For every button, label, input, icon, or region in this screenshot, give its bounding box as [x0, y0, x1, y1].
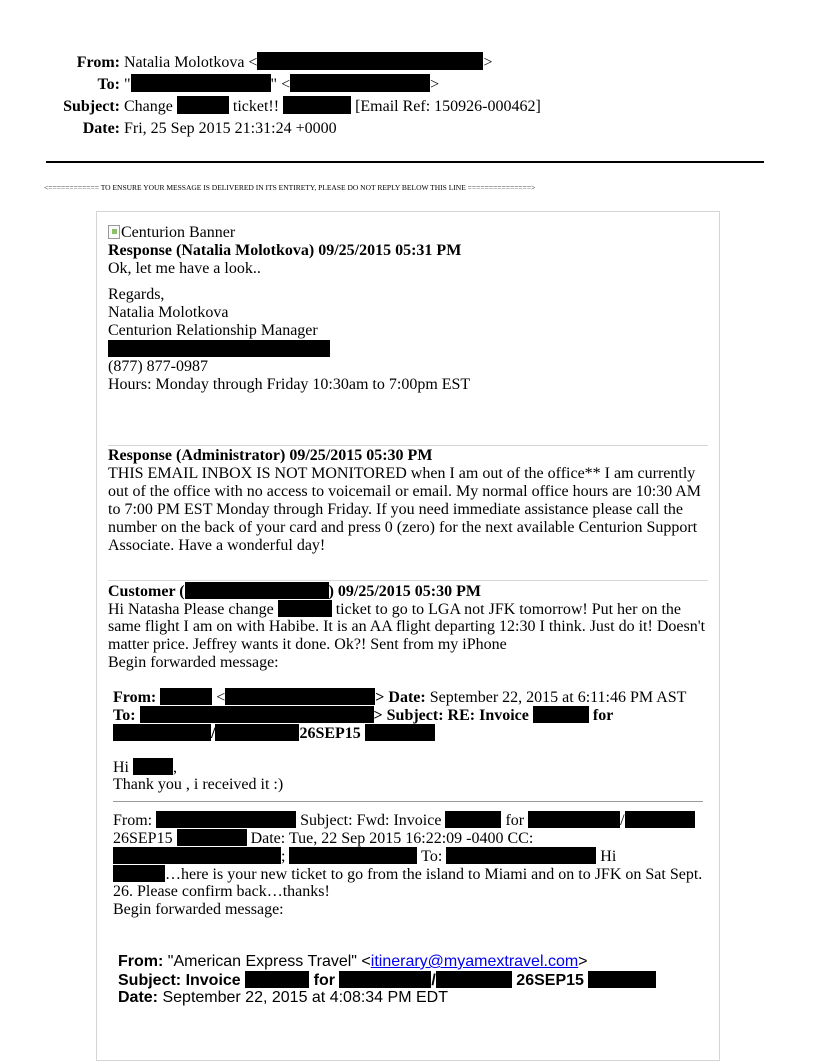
- fwd-greeting: Hi ,: [113, 759, 177, 776]
- email-link[interactable]: itinerary@myamextravel.com: [370, 953, 579, 970]
- redaction-block: [533, 706, 589, 723]
- redaction-block: [113, 865, 165, 882]
- response-line: out of the office with no access to voicemail or email. My normal office hours are 10:30 AM: [108, 483, 702, 500]
- date-label: Date:: [82, 120, 120, 137]
- customer-heading: Customer ( ) 09/25/2015 05:30 PM: [108, 583, 481, 600]
- redaction-block: [108, 340, 330, 357]
- from-value: Natalia Molotkova < >: [124, 54, 493, 71]
- redaction-block: [177, 96, 229, 114]
- redaction-block: [160, 688, 212, 705]
- response-heading: Response (Natalia Molotkova) 09/25/2015 05:31 PM: [108, 242, 462, 259]
- subject-label: Subject:: [63, 98, 120, 115]
- redaction-block: [528, 811, 620, 828]
- fwd3-subject-row: Subject: Invoice for / 26SEP15: [118, 971, 656, 990]
- to-label: To:: [97, 76, 120, 93]
- redaction-block: [113, 847, 281, 864]
- redaction-block: [257, 52, 483, 70]
- redaction-block: [289, 847, 417, 864]
- subject-value: Change ticket!! [Email Ref: 150926-000462]: [124, 98, 541, 115]
- section-divider: [108, 445, 708, 446]
- response-heading: Response (Administrator) 09/25/2015 05:30 PM: [108, 447, 433, 464]
- redaction-block: [625, 811, 695, 828]
- regards-text: Regards,: [108, 286, 165, 303]
- redaction-block: [177, 829, 247, 846]
- header-divider: [46, 161, 764, 163]
- fwd-subject-cont: / 26SEP15: [113, 724, 435, 743]
- signature-name: Natalia Molotkova: [108, 304, 229, 321]
- redaction-block: [185, 582, 329, 599]
- redaction-block: [290, 74, 430, 92]
- response-line: Associate. Have a wonderful day!: [108, 537, 326, 554]
- banner-alt-text: Centurion Banner: [121, 224, 236, 241]
- header-from-row: [0, 52, 816, 74]
- redaction-block: [156, 811, 296, 828]
- response-line: to 7:00 PM EST Monday through Friday. If you need immediate assistance please call the: [108, 501, 683, 518]
- redaction-block: [133, 758, 173, 775]
- fwd-thanks: Thank you , i received it :): [113, 776, 284, 793]
- redaction-block: [113, 724, 211, 741]
- signature-title: Centurion Relationship Manager: [108, 322, 318, 339]
- redaction-block: [225, 688, 375, 705]
- redaction-block: [339, 971, 431, 988]
- response-line: number on the back of your card and press 0 (zero) for the next available Centurion Support: [108, 519, 698, 536]
- redaction-block: [283, 96, 351, 114]
- fwd2-cc-row: ; To: Hi: [113, 847, 616, 866]
- customer-line: same flight I am on with Habibe. It is an AA flight departing 12:30 I think. Just do it! Doesn't: [108, 618, 706, 635]
- redaction-block: [436, 971, 512, 988]
- redaction-block: [365, 724, 435, 741]
- customer-line: Begin forwarded message:: [108, 654, 279, 671]
- to-value: " " < >: [124, 76, 440, 93]
- redaction-block: [445, 811, 501, 828]
- redaction-block: [245, 971, 309, 988]
- fwd-to-row: To: > Subject: RE: Invoice for: [113, 707, 614, 724]
- from-label: From:: [76, 54, 120, 71]
- fwd2-from-row: From: Subject: Fwd: Invoice for /: [113, 811, 695, 830]
- response-text: Ok, let me have a look..: [108, 260, 261, 277]
- section-divider: [108, 580, 708, 581]
- redaction-block: [588, 971, 656, 988]
- broken-image-icon: [108, 225, 120, 239]
- fwd-from-row: From: < > Date: September 22, 2015 at 6:11:46 PM AST: [113, 689, 687, 706]
- reply-notice: <============ TO ENSURE YOUR MESSAGE IS DELIVERED IN ITS ENTIRETY, PLEASE DO NOT REPLY BELOW THIS LINE ===============>: [44, 183, 536, 192]
- fwd2-body-line: …here is your new ticket to go from the island to Miami and on to JFK on Sat Sept.: [113, 865, 702, 884]
- fwd2-date-row: 26SEP15 Date: Tue, 22 Sep 2015 16:22:09 -0400 CC:: [113, 830, 534, 847]
- fwd2-begin: Begin forwarded message:: [113, 901, 284, 918]
- date-value: Fri, 25 Sep 2015 21:31:24 +0000: [124, 120, 337, 137]
- banner-image: [108, 224, 235, 242]
- header-to-row: [0, 74, 816, 96]
- fwd2-body-line: 26. Please confirm back…thanks!: [113, 883, 330, 900]
- redaction-block: [278, 600, 332, 617]
- from-name: Natalia Molotkova <: [124, 54, 258, 71]
- signature-phone: (877) 877-0987: [108, 358, 208, 375]
- header-subject-row: [0, 96, 816, 118]
- customer-line: matter price. Jeffrey wants it done. Ok?! Sent from my iPhone: [108, 636, 507, 653]
- customer-line: Hi Natasha Please change ticket to go to LGA not JFK tomorrow! Put her on the: [108, 601, 682, 618]
- redaction-block: [140, 706, 374, 723]
- fwd3-from-row: From: "American Express Travel" <itinerary@myamextravel.com>: [118, 953, 588, 970]
- quote-divider: [113, 801, 703, 802]
- signature-hours: Hours: Monday through Friday 10:30am to 7:00pm EST: [108, 376, 471, 393]
- redaction-block: [215, 724, 299, 741]
- header-date-row: [0, 118, 816, 140]
- response-line: THIS EMAIL INBOX IS NOT MONITORED when I am out of the office** I am currently: [108, 465, 696, 482]
- fwd3-date-row: Date: September 22, 2015 at 4:08:34 PM EDT: [118, 989, 448, 1006]
- redaction-block: [131, 74, 271, 92]
- redaction-block: [446, 847, 596, 864]
